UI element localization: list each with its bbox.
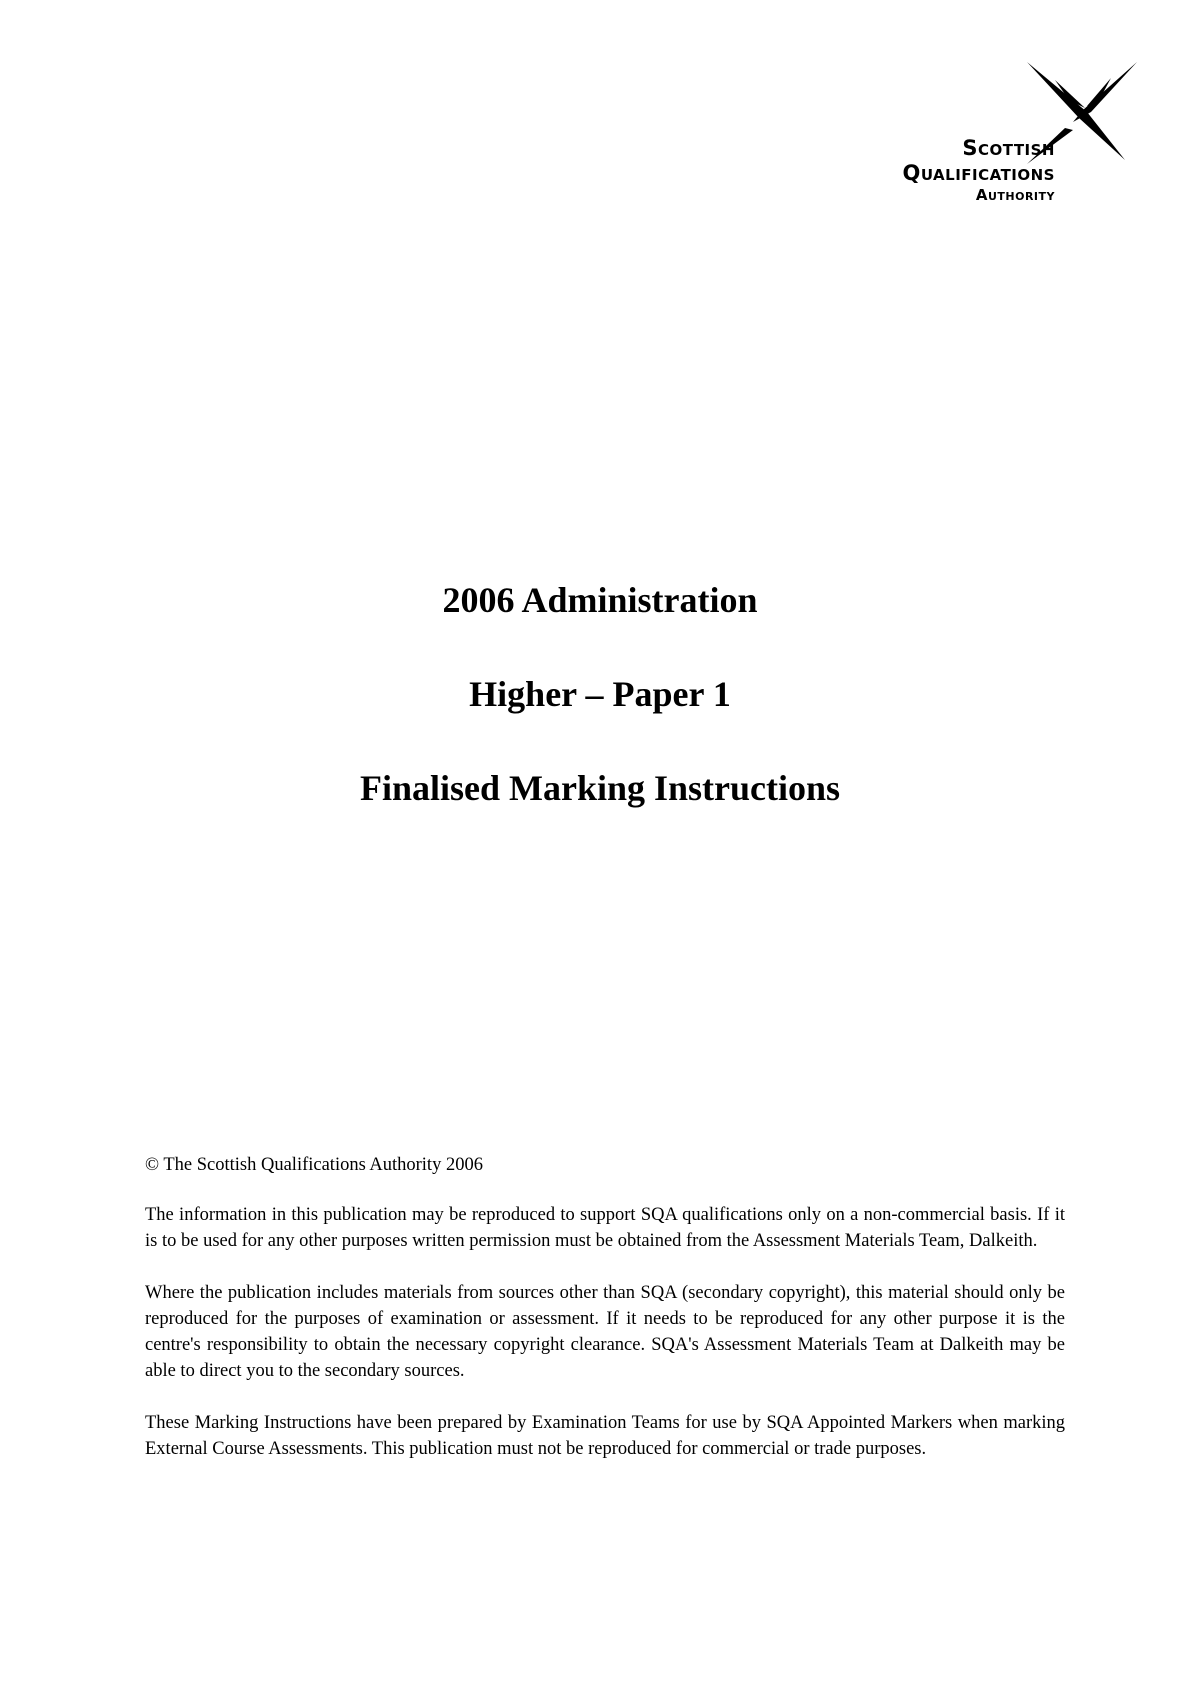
administration-title: 2006 Administration (442, 580, 758, 620)
copyright-line: © The Scottish Qualifications Authority 2006 (145, 1155, 483, 1175)
logo-line-authority: Authority (975, 186, 1055, 204)
logo-wordmark (902, 138, 1055, 203)
sqa-logo (820, 60, 1140, 230)
logo-line-qualifications: Qualifications (902, 161, 1055, 185)
notice-paragraph-1: The information in this publication may be reproduced to support SQA qualifications only on a non-commercial basis. If it is to be used for any other purposes written permission must be obtained from the Assessment Materials Team, Dalkeith. (145, 1205, 1065, 1251)
document-subtitle: Finalised Marking Instructions (359, 768, 841, 808)
paper-title: Higher – Paper 1 (469, 674, 731, 714)
notice-paragraph-3: These Marking Instructions have been prepared by Examination Teams for use by SQA Appointed Markers when marking External Course Assessments. This publication must not be reproduced for commercial or trade purposes. (145, 1413, 1065, 1459)
logo-line-scottish: Scottish (962, 136, 1055, 160)
title-block (0, 580, 1200, 862)
notice-paragraph-2: Where the publication includes materials from sources other than SQA (secondary copyright), this material should only be reproduced for the purposes of examination or assessment. If it needs to be reproduced for any other purpose it is the centre's responsibility to obtain the necessary copyright clearance. SQA's Assessment Materials Team at Dalkeith may be able to direct you to the secondary sources. (145, 1283, 1065, 1381)
copyright-notice (145, 1152, 1065, 1488)
